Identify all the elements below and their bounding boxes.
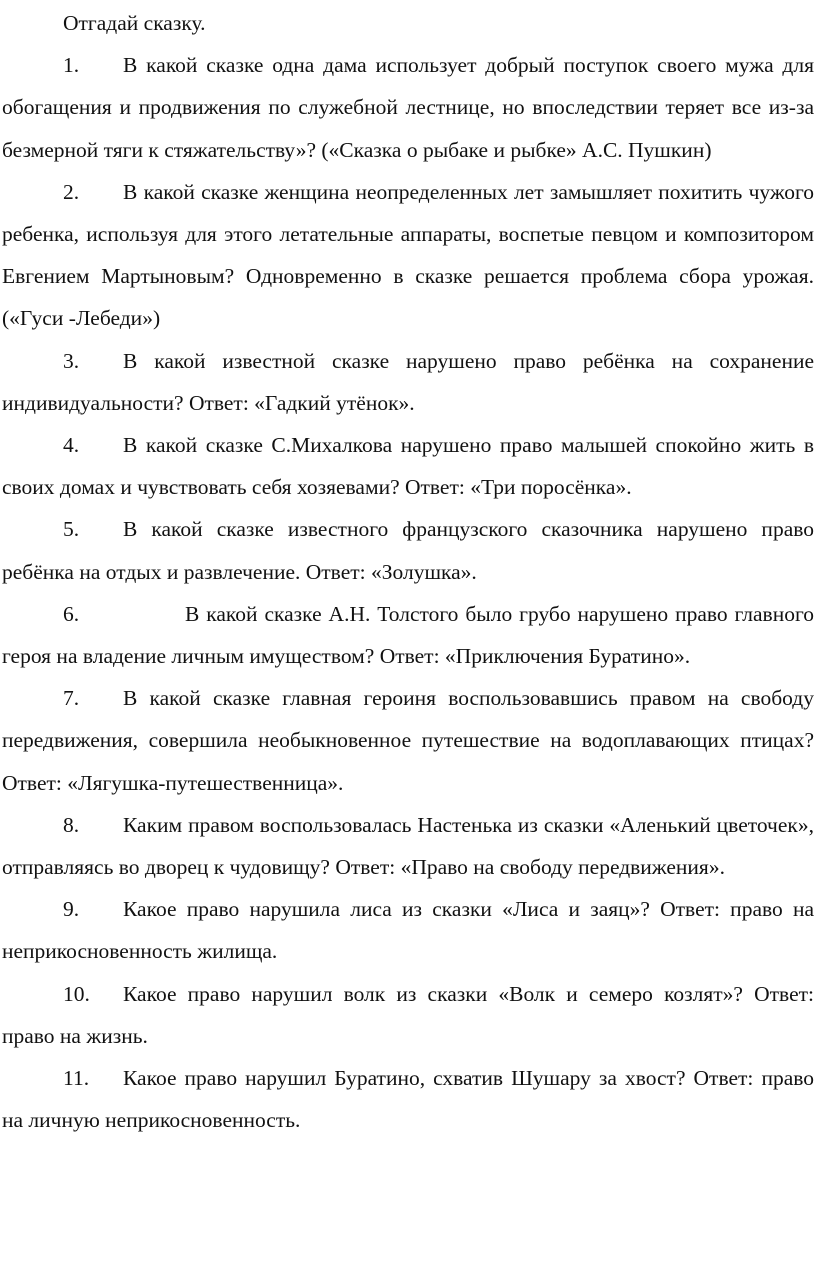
question-text: В какой сказке одна дама использует добрый поступок своего мужа для обогащения и продвижения по служебной лестнице, но впоследствии теряет все из-за безмерной тяги к стяжательству»? («Сказка о рыбаке и рыбке» А.С. Пушкин) <box>2 53 814 162</box>
question-item <box>2 424 814 508</box>
question-item <box>2 888 814 972</box>
question-item <box>2 171 814 340</box>
question-number: 5. <box>63 517 80 542</box>
question-text: Какое право нарушил Буратино, схватив Шушару за хвост? Ответ: право на личную неприкосновенность. <box>2 1066 814 1133</box>
question-item <box>2 44 814 171</box>
question-text: В какой сказке А.Н. Толстого было грубо нарушено право главного героя на владение личным имуществом? Ответ: «Приключения Буратино». <box>2 601 814 669</box>
question-text: Какое право нарушил волк из сказки «Волк и семеро козлят»? Ответ: право на жизнь. <box>2 981 814 1048</box>
question-text: В какой сказке известного французского сказочника нарушено право ребёнка на отдых и развлечение. Ответ: «Золушка». <box>2 517 814 584</box>
question-text: В какой сказке С.Михалкова нарушено право малышей спокойно жить в своих домах и чувствовать себя хозяевами? Ответ: «Три поросёнка». <box>2 433 814 500</box>
question-item <box>2 677 814 804</box>
question-number: 4. <box>63 433 80 458</box>
question-number: 1. <box>63 53 80 78</box>
question-item <box>2 340 814 424</box>
question-number: 6. <box>63 601 80 626</box>
question-text: Какое право нарушила лиса из сказки «Лиса и заяц»? Ответ: право на неприкосновенность жилища. <box>2 897 814 964</box>
question-number: 10. <box>63 981 90 1006</box>
question-number: 3. <box>63 348 80 373</box>
question-number: 9. <box>63 897 80 922</box>
question-item <box>2 973 814 1057</box>
question-item <box>2 593 814 677</box>
document-title: Отгадай сказку. <box>63 11 206 35</box>
question-item <box>2 1057 814 1141</box>
question-number: 7. <box>63 686 80 711</box>
question-text: В какой известной сказке нарушено право ребёнка на сохранение индивидуальности? Ответ: «Гадкий утёнок». <box>2 348 814 415</box>
question-number: 2. <box>63 179 80 204</box>
question-text: Каким правом воспользовалась Настенька из сказки «Аленький цветочек», отправляясь во дворец к чудовищу? Ответ: «Право на свободу передвижения». <box>2 812 814 880</box>
question-text: В какой сказке женщина неопределенных лет замышляет похитить чужого ребенка, используя для этого летательные аппараты, воспетые певцом и композитором Евгением Мартыновым? Одновременно в сказке решается проблема сбора урожая. («Гуси -Лебеди») <box>2 179 814 331</box>
question-text: В какой сказке главная героиня воспользовавшись правом на свободу передвижения, совершила необыкновенное путешествие на водоплавающих птицах? Ответ: «Лягушка-путешественница». <box>2 686 814 795</box>
question-number: 11. <box>63 1066 90 1091</box>
question-item <box>2 804 814 888</box>
question-item <box>2 508 814 592</box>
question-number: 8. <box>63 812 80 837</box>
